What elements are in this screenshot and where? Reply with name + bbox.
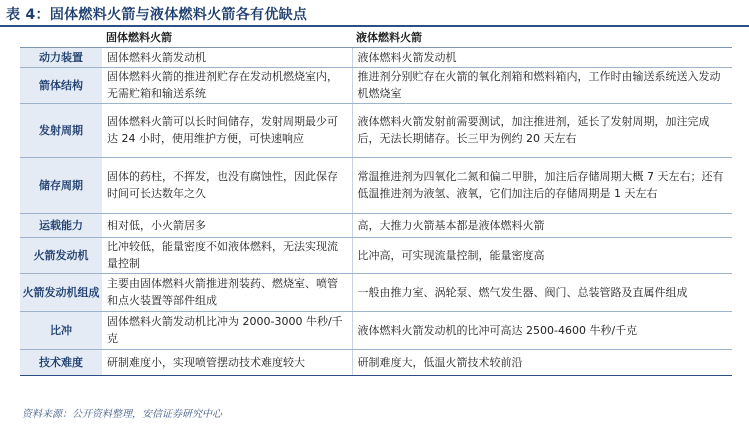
table-row xyxy=(20,47,732,67)
table-title: 表 4：固体燃料火箭与液体燃料火箭各有优缺点 xyxy=(6,7,308,23)
solid-cell: 固体燃料火箭的推进剂贮存在发动机燃烧室内，无需贮箱和输送系统 xyxy=(102,67,352,103)
row-label: 动力装置 xyxy=(20,47,102,67)
header-blank xyxy=(20,28,102,47)
solid-cell: 研制难度小，实现喷管摆动技术难度较大 xyxy=(102,349,352,375)
liquid-cell: 液体燃料火箭发射前需要测试，加注推进剂，延长了发射周期，加注完成后，无法长期储存。长三甲为例约 20 天左右 xyxy=(352,103,732,157)
row-label: 运载能力 xyxy=(20,213,102,237)
liquid-cell: 推进剂分别贮存在火箭的氧化剂箱和燃料箱内，工作时由输送系统送入发动机燃烧室 xyxy=(352,67,732,103)
liquid-cell: 液体燃料火箭发动机的比冲可高达 2500-4600 牛秒/千克 xyxy=(352,311,732,349)
liquid-cell: 比冲高，可实现流量控制，能量密度高 xyxy=(352,237,732,273)
solid-cell: 固体燃料火箭可以长时间储存，发射周期最少可达 24 小时，使用维护方便，可快速响应 xyxy=(102,103,352,157)
row-label: 比冲 xyxy=(20,311,102,349)
liquid-cell: 一般由推力室、涡轮泵、燃气发生器、阀门、总装管路及直属件组成 xyxy=(352,273,732,311)
row-label: 火箭发动机组成 xyxy=(20,273,102,311)
table-row xyxy=(20,237,732,273)
row-label: 储存周期 xyxy=(20,157,102,213)
title-divider xyxy=(0,25,749,27)
solid-cell: 固体燃料火箭发动机 xyxy=(102,47,352,67)
source-note: 资料来源：公开资料整理，安信证券研究中心 xyxy=(22,409,222,420)
table-row xyxy=(20,311,732,349)
table-row xyxy=(20,157,732,213)
header-row xyxy=(20,28,732,47)
row-label: 箭体结构 xyxy=(20,67,102,103)
table-row xyxy=(20,273,732,311)
row-label: 发射周期 xyxy=(20,103,102,157)
header-liquid: 液体燃料火箭 xyxy=(352,28,732,47)
liquid-cell: 液体燃料火箭发动机 xyxy=(352,47,732,67)
solid-cell: 比冲较低，能量密度不如液体燃料，无法实现流量控制 xyxy=(102,237,352,273)
table-row xyxy=(20,103,732,157)
solid-cell: 主要由固体燃料火箭推进剂装药、燃烧室、喷管和点火装置等部件组成 xyxy=(102,273,352,311)
header-solid: 固体燃料火箭 xyxy=(102,28,352,47)
liquid-cell: 高，大推力火箭基本都是液体燃料火箭 xyxy=(352,213,732,237)
table-row xyxy=(20,67,732,103)
table-row xyxy=(20,349,732,375)
liquid-cell: 常温推进剂为四氧化二氮和偏二甲肼，加注后存储周期大概 7 天左右；还有低温推进剂为液氢、液氧，它们加注后的存储周期是 1 天左右 xyxy=(352,157,732,213)
comparison-table xyxy=(20,28,732,376)
table-row xyxy=(20,213,732,237)
liquid-cell: 研制难度大，低温火箭技术较前沿 xyxy=(352,349,732,375)
solid-cell: 固体的药柱，不挥发，也没有腐蚀性，因此保存时间可长达数年之久 xyxy=(102,157,352,213)
row-label: 火箭发动机 xyxy=(20,237,102,273)
solid-cell: 固体燃料火箭发动机比冲为 2000-3000 牛秒/千克 xyxy=(102,311,352,349)
solid-cell: 相对低，小火箭居多 xyxy=(102,213,352,237)
row-label: 技术难度 xyxy=(20,349,102,375)
